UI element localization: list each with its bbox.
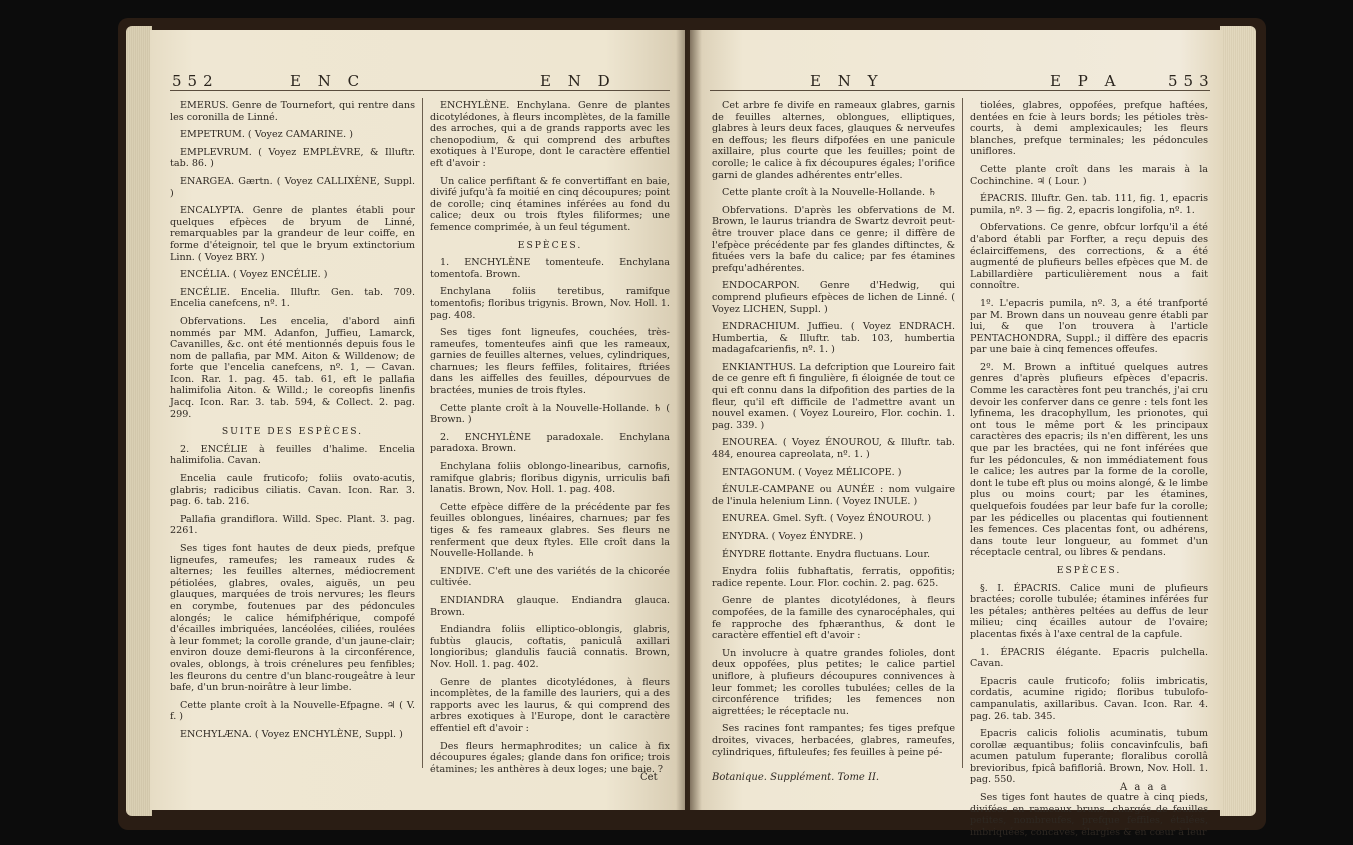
paragraph: ENCALYPTA. Genre de plantes établi pour quelques efpèces de bryum de Linné, remarquables par la grandeur de leur coiffe, en forme d'éteignoir, tel que le bryum extinctorium Linn. ( Voyez BRY. ) bbox=[170, 205, 415, 263]
header-rule bbox=[710, 90, 1210, 91]
paragraph: Epacris calicis foliolis acuminatis, tubum corollæ æquantibus; foliis concavinfculis, bafi acumen patulum fuperante; floralibus corollâ brevioribus, fpicâ bafifloriâ. Brown, Nov. Holl. 1. pag. 550. bbox=[970, 728, 1208, 786]
paragraph: Epacris caule fruticofo; foliis imbricatis, cordatis, acumine rigido; floribus tubulofo-campanulatis, axillaribus. Cavan. Icon. Rar. 4. pag. 26. tab. 345. bbox=[970, 675, 1208, 722]
paragraph: SUITE DES ESPÈCES. bbox=[221, 426, 364, 438]
paragraph: ENCHYLÆNA. ( Voyez ENCHYLÈNE, Suppl. ) bbox=[180, 728, 403, 740]
paragraph: ENTAGONUM. ( Voyez MÉLICOPE. ) bbox=[722, 466, 902, 478]
paragraph: Enchylana foliis oblongo-linearibus, carnofis, ramifque glabris; floribus digynis, urriculis bafi lanatis. Brown, Nov. Holl. 1. pag. 408. bbox=[430, 461, 670, 496]
paragraph: ENCÉLIA. ( Voyez ENCÉLIE. ) bbox=[180, 269, 328, 281]
paragraph: Cette plante croît à la Nouvelle-Hollande. ♄ ( Brown. ) bbox=[430, 402, 670, 426]
paragraph: ÉNULE-CAMPANE ou AUNÉE : nom vulgaire de l'inula helenium Linn. ( Voyez INULE. ) bbox=[712, 484, 955, 507]
paragraph: Enchylana foliis teretibus, ramifque tomentofis; floribus trigynis. Brown, Nov. Holl. 1. pag. 408. bbox=[430, 286, 670, 321]
page-edges-right bbox=[1220, 26, 1256, 816]
right-page bbox=[690, 30, 1222, 838]
paragraph: Encelia caule fruticofo; foliis ovato-acutis, glabris; radicibus ciliatis. Cavan. Icon. Rar. 3. pag. 6. tab. 216. bbox=[170, 473, 415, 508]
left-column-1 bbox=[170, 100, 415, 747]
paragraph: §. I. ÉPACRIS. Calice muni de plufieurs bractées; corolle tubulée; étamines inférées fur les pétales; anthères peltées au deffus de leur milieu; cinq écailles autour de l'ovaire; placentas fixés à l'axe central de la capfule. bbox=[970, 582, 1208, 640]
paragraph: Un calice perfiftant & fe convertiffant en baie, divifé jufqu'à fa moitié en cinq découpures; point de corolle; cinq étamines inférées au fond du calice; deux ou trois ftyles filiformes; une femence comprimée, à un feul tégument. bbox=[430, 175, 670, 233]
paragraph: Obfervations. Les encelia, d'abord ainfi nommés par MM. Adanfon, Juffieu, Lamarck, Cavanilles, &c. ont été mentionnés depuis fous le nom de pallafia, par MM. Aiton & Willdenow; de forte que l'encelia canefcens, nº. 1, — Cavan. Icon. Rar. 1. pag. 45. tab. 61, eft le pallafia halimifolia Aiton. & Willd.; le coreopfis linenfis Jacq. Icon. Rar. 3. tab. 594, & Collect. 2. pag. 299. bbox=[170, 315, 415, 420]
signature-mark: A a a a bbox=[1120, 782, 1169, 793]
right-page-number: 553 bbox=[1168, 72, 1215, 90]
right-header-right: E P A bbox=[1050, 72, 1122, 90]
paragraph: Cette plante croît à la Nouvelle-Hollande. ♄ bbox=[722, 187, 937, 199]
left-header-right: E N D bbox=[540, 72, 616, 90]
paragraph: ÉNYDRE flottante. Enydra fluctuans. Lour. bbox=[722, 548, 931, 560]
footer-title: Botanique. Supplément. Tome II. bbox=[712, 772, 880, 783]
paragraph: Ses tiges font ligneufes, couchées, très-rameufes, tomenteufes ainfi que les rameaux, garnies de feuilles alternes, velues, cylindriques, charnues; les fleurs feffiles, folitaires, ftriées dans les aiffelles des feuilles, dépourvues de bractées, munies de trois ftyles. bbox=[430, 327, 670, 397]
right-column-2 bbox=[970, 100, 1208, 844]
paragraph: ENARGEA. Gærtn. ( Voyez CALLIXÈNE, Suppl. ) bbox=[170, 175, 415, 199]
paragraph: ENYDRA. ( Voyez ÉNYDRE. ) bbox=[722, 531, 863, 542]
paragraph: ENDIVE. C'eft une des variétés de la chicorée cultivée. bbox=[430, 565, 670, 589]
right-header-left: E N Y bbox=[810, 72, 884, 90]
page-edges-left bbox=[126, 26, 152, 816]
paragraph: Ses tiges font hautes de deux pieds, prefque ligneufes, rameufes; les rameaux rudes & alternes; les feuilles alternes, médiocrement pétiolées, glabres, ovales, aiguës, un peu glauques, marquées de trois nervures; les fleurs en corymbe, foutenues par des pédoncules alongés; le calice hémifphérique, compofé d'écailles imbriquées, lancéolées, ciliées, roulées à leur fommet; la corolle grande, d'un jaune-clair; environ douze demi-fleurons à la circonférence, ovales, oblongs, à trois crénelures peu fenfibles; les fleurons du centre d'un blanc-rougeâtre à leur bafe, d'un brun-noirâtre à leur limbe. bbox=[170, 543, 415, 694]
paragraph: Des fleurs hermaphrodites; un calice à fix découpures égales; glande dans fon orifice; trois étamines; les anthères à deux loges; une baie. ? bbox=[430, 740, 670, 775]
paragraph: ENUREA. Gmel. Syft. ( Voyez ÉNOUROU. ) bbox=[722, 513, 932, 525]
left-header-left: E N C bbox=[290, 72, 366, 90]
column-divider bbox=[422, 98, 423, 768]
column-divider bbox=[962, 98, 963, 768]
header-rule bbox=[170, 90, 670, 91]
paragraph: ENCHYLÈNE. Enchylana. Genre de plantes dicotylédones, à fleurs incomplètes, de la famille des arroches, qui a de grands rapports avec les chenopodium, & qui comprend des arbuftes exotiques à l'Europe, dont le caractère effentiel eft d'avoir : bbox=[430, 100, 670, 169]
paragraph: Obfervations. Ce genre, obfcur lorfqu'il a été d'abord établi par Forfter, a reçu depuis des éclairciffemens, des corrections, & a été augmenté de plufieurs belles efpèces que M. de Labillardière particulièrement nous a fait connoître. bbox=[970, 222, 1208, 292]
right-column-1 bbox=[712, 100, 955, 764]
paragraph: 1. ENCHYLÈNE tomenteufe. Enchylana tomentofa. Brown. bbox=[430, 257, 670, 280]
paragraph: ENCÉLIE. Encelia. Illuftr. Gen. tab. 709. Encelia canefcens, nº. 1. bbox=[170, 286, 415, 310]
left-page bbox=[150, 30, 685, 810]
paragraph: Obfervations. D'après les obfervations de M. Brown, le laurus triandra de Swartz devroit peut-être trouver place dans ce genre; il diffère de l'efpèce précédente par fes glandes diftinctes, & fituées vers la bafe du calice; par fes étamines prefqu'adhérentes. bbox=[712, 204, 955, 274]
paragraph: Cette plante croît à la Nouvelle-Efpagne. ♃ ( V. f. ) bbox=[170, 699, 415, 723]
book-gutter bbox=[676, 30, 702, 810]
catchword: Cet bbox=[640, 772, 658, 783]
paragraph: 2. ENCHYLÈNE paradoxale. Enchylana paradoxa. Brown. bbox=[430, 431, 670, 455]
paragraph: ESPÈCES. bbox=[517, 239, 583, 251]
paragraph: ENDOCARPON. Genre d'Hedwig, qui comprend plufieurs efpèces de lichen de Linné. ( Voyez LICHEN, Suppl. ) bbox=[712, 280, 955, 315]
paragraph: Endiandra foliis elliptico-oblongis, glabris, fubtùs glaucis, coftatis, paniculâ axillari longioribus; glandulis fauciâ connatis. Brown, Nov. Holl. 1. pag. 402. bbox=[430, 624, 670, 670]
paragraph: 1. ÉPACRIS élégante. Epacris pulchella. Cavan. bbox=[970, 646, 1208, 670]
paragraph: 2º. M. Brown a inftitué quelques autres genres d'après plufieurs efpèces d'epacris. Comme les caractères font peu tranchés, j'ai cru devoir les conferver dans ce genre : tels font les lyfinema, les dracophyllum, les prionotes, qui ont tous le même port & les principaux caractères des epacris; ils n'en diffèrent, les uns que par les bractées, qui ne font inférées que fur les pédoncules, & non immédiatement fous le calice; les autres par la forme de la corolle, dont le tube eft plus ou moins alongé, & le limbe plus ou moins court; par les étamines, quelquefois foudées par leur bafe fur la corolle; par les pédicelles ou placentas qui foutiennent les femences. Ces placentas font, ou adhérens, dans toute leur longueur, au fommet d'un réceptacle central, ou libres & pendans. bbox=[970, 361, 1208, 559]
paragraph: ENDIANDRA glauque. Endiandra glauca. Brown. bbox=[430, 594, 670, 618]
paragraph: Genre de plantes dicotylédones, à fleurs compofées, de la famille des cynarocéphales, qui fe rapproche des fphæranthus, & dont le caractère effentiel eft d'avoir : bbox=[712, 595, 955, 642]
paragraph: ESPÈCES. bbox=[1056, 564, 1122, 576]
left-column-2 bbox=[430, 100, 670, 781]
paragraph: Ses racines font rampantes; fes tiges prefque droites, vivaces, herbacées, glabres, rameufes, cylindriques, fiftuleufes; fes feuilles à peine pé- bbox=[712, 723, 955, 758]
paragraph: 2. ENCÉLIE à feuilles d'halime. Encelia halimifolia. Cavan. bbox=[170, 443, 415, 467]
paragraph: Un involucre à quatre grandes folioles, dont deux oppofées, plus petites; le calice partiel uniflore, à plufieurs découpures connivences à leur fommet; les corolles tubulées; celles de la circonférence trifides; les femences non aigrettées; le réceptacle nu. bbox=[712, 647, 955, 717]
paragraph: tiolées, glabres, oppofées, prefque haftées, dentées en fcie à leurs bords; les pétioles très-courts, à demi amplexicaules; les fleurs blanches, prefque terminales; les pédoncules uniflores. bbox=[970, 100, 1208, 158]
paragraph: EMPLEVRUM. ( Voyez EMPLÈVRE, & Illuftr. tab. 86. ) bbox=[170, 146, 415, 170]
paragraph: EMPETRUM. ( Voyez CAMARINE. ) bbox=[180, 129, 354, 141]
paragraph: Cette efpèce diffère de la précédente par fes feuilles oblongues, linéaires, charnues; par fes tiges & fes rameaux glabres. Ses fleurs ne renferment que deux ftyles. Elle croît dans la Nouvelle-Hollande. ♄ bbox=[430, 501, 670, 560]
paragraph: ENDRACHIUM. Juffieu. ( Voyez ENDRACH. Humbertia, & Illuftr. tab. 103, humbertia madagafcarienfis, nº. 1. ) bbox=[712, 321, 955, 356]
paragraph: ENKIANTHUS. La defcription que Loureiro fait de ce genre eft fi fingulière, fi éloignée de tout ce qui eft connu dans la difpofition des parties de la fleur, qu'il eft difficile de l'admettre avant un nouvel examen. ( Voyez Loureiro, Flor. cochin. 1. pag. 339. ) bbox=[712, 361, 955, 431]
paragraph: ENOUREA. ( Voyez ÉNOUROU, & Illuftr. tab. 484, enourea capreolata, nº. 1. ) bbox=[712, 437, 955, 461]
paragraph: Enydra foliis fubhaftatis, ferratis, oppofitis; radice repente. Lour. Flor. cochin. 2. pag. 625. bbox=[712, 566, 955, 589]
paragraph: Pallafia grandiflora. Willd. Spec. Plant. 3. pag. 2261. bbox=[170, 513, 415, 537]
paragraph: Cet arbre fe divife en rameaux glabres, garnis de feuilles alternes, oblongues, elliptiques, glabres à leurs deux faces, glauques & nerveufes en deffous; les fleurs difpofées en une panicule axillaire, plus courte que les feuilles; point de corolle; le calice à fix découpures égales; l'orifice garni de glandes adhérentes entr'elles. bbox=[712, 100, 955, 181]
left-page-number: 552 bbox=[172, 72, 219, 90]
paragraph: Ses tiges font hautes de quatre à cinq pieds, divifées en rameaux bruns, chargés de feuilles petites, nombreufes, prefque feffiles, étalées, imbriquées, concaves, élargies & en cœur à leur bbox=[970, 792, 1208, 838]
paragraph: Cette plante croît dans les marais à la Cochinchine. ♃ ( Lour. ) bbox=[970, 163, 1208, 187]
paragraph: ÉPACRIS. Illuftr. Gen. tab. 111, fig. 1, epacris pumila, nº. 3 — fig. 2, epacris longifolia, nº. 1. bbox=[970, 193, 1208, 216]
paragraph: 1º. L'epacris pumila, nº. 3, a été tranfporté par M. Brown dans un nouveau genre établi par lui, & que l'on trouvera à l'article PENTACHONDRA, Suppl.; il diffère des epacris par une baie à cinq femences offeufes. bbox=[970, 297, 1208, 356]
paragraph: EMERUS. Genre de Tournefort, qui rentre dans les coronilla de Linné. bbox=[170, 100, 415, 123]
paragraph: Genre de plantes dicotylédones, à fleurs incomplètes, de la famille des lauriers, qui a des rapports avec les laurus, & qui comprend des arbres exotiques à l'Europe, dont le caractère effentiel eft d'avoir : bbox=[430, 676, 670, 734]
